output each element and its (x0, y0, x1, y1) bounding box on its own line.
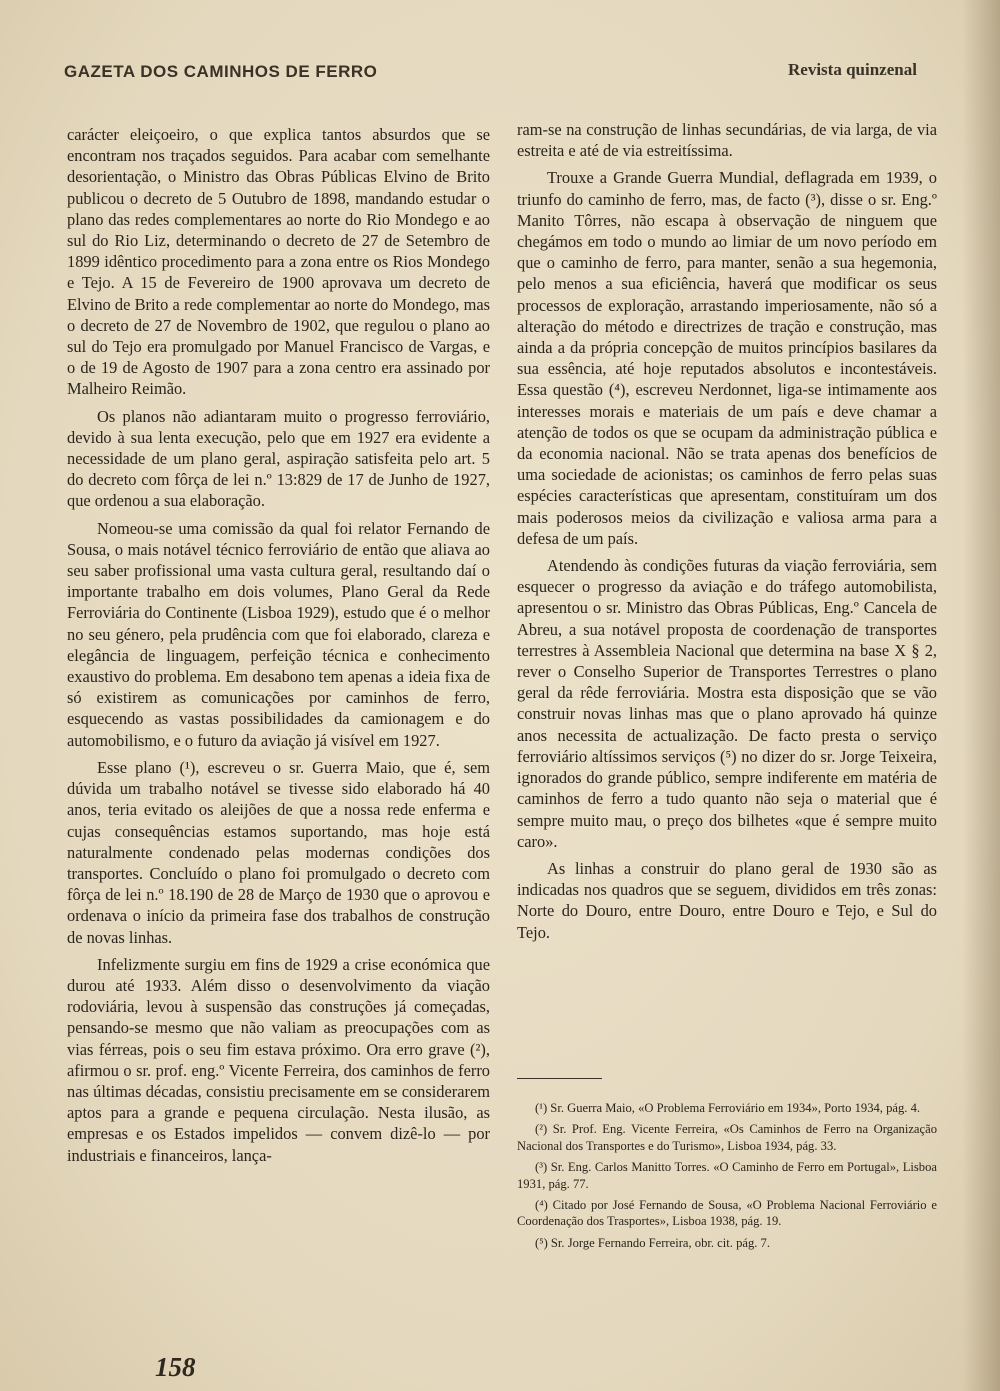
paragraph: carácter eleiçoeiro, o que explica tantos absurdos que se encontram nos traçados seguidos. Para acabar com semelhante desorientação, o Ministro das Obras Públicas Elvino de Brito publicou o decreto de 5 Outubro de 1898, mandando estudar o plano das redes complementares ao norte do Rio Mondego e ao sul do Rio Liz, determinando o decreto de 27 de Setembro de 1899 idêntico procedimento para a zona entre os Rios Mondego e Tejo. A 15 de Fevereiro de 1900 aprovava um decreto de Elvino de Brito a rede complementar ao norte do Mondego, mas o decreto de 27 de Novembro de 1902, que regulou o plano ao sul do Tejo era promulgado por Manuel Francisco de Vargas, e o de 19 de Agosto de 1907 para a zona centro era assinado por Malheiro Reimão. (67, 125, 490, 399)
footnote: (⁴) Citado por José Fernando de Sousa, «O Problema Nacional Ferroviário e Coordenação dos Trasportes», Lisboa 1938, pág. 19. (517, 1198, 937, 1229)
left-column (67, 124, 490, 1172)
paragraph: Atendendo às condições futuras da viação ferroviária, sem esquecer o progresso da aviação e do tráfego automobilista, apresentou o sr. Ministro das Obras Públicas, Eng.º Cancela de Abreu, a sua notável proposta de coordenação de transportes terrestres à Assembleia Nacional que determina na base X § 2, rever o Conselho Superior de Transportes Terrestres o plano geral da rêde ferroviária. Mostra esta disposição que se vão construir novas linhas mas que o plano aprovado há quinze anos necessita de actualização. De facto presta o serviço ferroviário altíssimos serviços (⁵) no dizer do sr. Jorge Teixeira, ignorados do grande público, sempre indiferente em matéria de caminhos de ferro a tudo quanto não seja o material que é sempre muito mau, o preço dos bilhetes «que é sempre muito caro». (517, 556, 937, 851)
footnote-divider (517, 1078, 602, 1079)
paragraph: Esse plano (¹), escreveu o sr. Guerra Maio, que é, sem dúvida um trabalho notável se tivesse sido elaborado há 40 anos, teria evitado os aleijões de que a nossa rede enferma e cujas consequências estamos suportando, mas hoje está naturalmente condenado pelas modernas condições dos transportes. Concluído o plano foi promulgado o decreto com fôrça de lei n.º 18.190 de 28 de Março de 1930 que o aprovou e ordenava o início da primeira fase dos trabalhos de construção de novas linhas. (67, 757, 490, 947)
paragraph: Trouxe a Grande Guerra Mundial, deflagrada em 1939, o triunfo do caminho de ferro, mas, de facto (³), disse o sr. Eng.º Manito Tôrres, não escapa à observação de ninguem que chegámos em todo o mundo ao limiar de um novo período em que o caminho de ferro, para manter, senão a sua hegemonia, pelo menos a sua eficiência, haverá que modificar os seus processos de exploração, arrastando imperiosamente, não só a alteração do método e directrizes de tração e construção, mas ainda a da própria concepção de muitos princípios basilares da sua essência, até hoje reputados absolutos e incontestáveis. Essa questão (⁴), escreveu Nerdonnet, liga-se intimamente aos interesses morais e materiais de um país e deve chamar a atenção de todos os que se ocupam da administração pública e da economia nacional. Não se trata apenas dos benefícios de uma sociedade de acionistas; os caminhos de ferro pelas suas espécies características que apresentam, constituíram um dos mais poderosos meios da civilização e valiosa arma para a defesa de um país. (517, 168, 937, 548)
paragraph: Nomeou-se uma comissão da qual foi relator Fernando de Sousa, o mais notável técnico ferroviário de então que aliava ao seu saber profissional uma vasta cultura geral, resultando daí o importante trabalho em dois volumes, Plano Geral da Rede Ferroviária do Continente (Lisboa 1929), estudo que é o melhor no seu género, pela prudência com que foi elaborado, clareza e elegância de linguagem, perfeição técnica e conhecimento exaustivo do problema. Em desabono tem apenas a ideia fixa de só existirem as comunicações por caminhos de ferro, esquecendo as vastas possibilidades da camionagem e do automobilismo, e o futuro da aviação já visível em 1927. (67, 518, 490, 750)
footnote: (⁵) Sr. Jorge Fernando Ferreira, obr. cit. pág. 7. (535, 1235, 770, 1250)
paragraph: Os planos não adiantaram muito o progresso ferroviário, devido à sua lenta execução, pelo que em 1927 era evidente a necessidade de um plano geral, aspiração satisfeita pelo art. 5 do decreto com fôrça de lei n.º 13:829 de 17 de Junho de 1927, que ordenou a sua elaboração. (67, 406, 490, 511)
running-head-title: GAZETA DOS CAMINHOS DE FERRO (64, 62, 378, 81)
page-edge-shadow (962, 0, 1000, 1391)
footnote: (³) Sr. Eng. Carlos Manitto Torres. «O Caminho de Ferro em Portugal», Lisboa 1931, pág. 77. (517, 1160, 937, 1191)
footnote: (²) Sr. Prof. Eng. Vicente Ferreira, «Os Caminhos de Ferro na Organização Nacional dos Transportes e do Turismo», Lisboa 1934, pág. 33. (517, 1122, 937, 1153)
running-head-subtitle: Revista quinzenal (788, 60, 917, 79)
right-column (517, 119, 937, 949)
paragraph: ram-se na construção de linhas secundárias, de via larga, de via estreita e até de via estreitíssima. (517, 120, 937, 161)
page-number: 158 (155, 1352, 196, 1382)
footnote: (¹) Sr. Guerra Maio, «O Problema Ferroviário em 1934», Porto 1934, pág. 4. (535, 1101, 921, 1115)
footnotes (517, 1100, 937, 1256)
paragraph: As linhas a construir do plano geral de 1930 são as indicadas nos quadros que se seguem, divididos em três zonas: Norte do Douro, entre Douro, entre Douro e Tejo, e Sul do Tejo. (517, 858, 937, 942)
paragraph: Infelizmente surgiu em fins de 1929 a crise económica que durou até 1933. Além disso o desenvolvimento da viação rodoviária, levou à suspensão das construções já começadas, pensando-se mesmo que não valiam as preocupações com as vias férreas, pois o seu fim estava próximo. Ora erro grave (²), afirmou o sr. prof. eng.º Vicente Ferreira, dos caminhos de ferro nas últimas décadas, consistiu precisamente em se considerarem aptos para a grande e pequena circulação. Nesta ilusão, as empresas e os Estados impelidos — convem dizê-lo — por industriais e financeiros, lança- (67, 954, 490, 1165)
